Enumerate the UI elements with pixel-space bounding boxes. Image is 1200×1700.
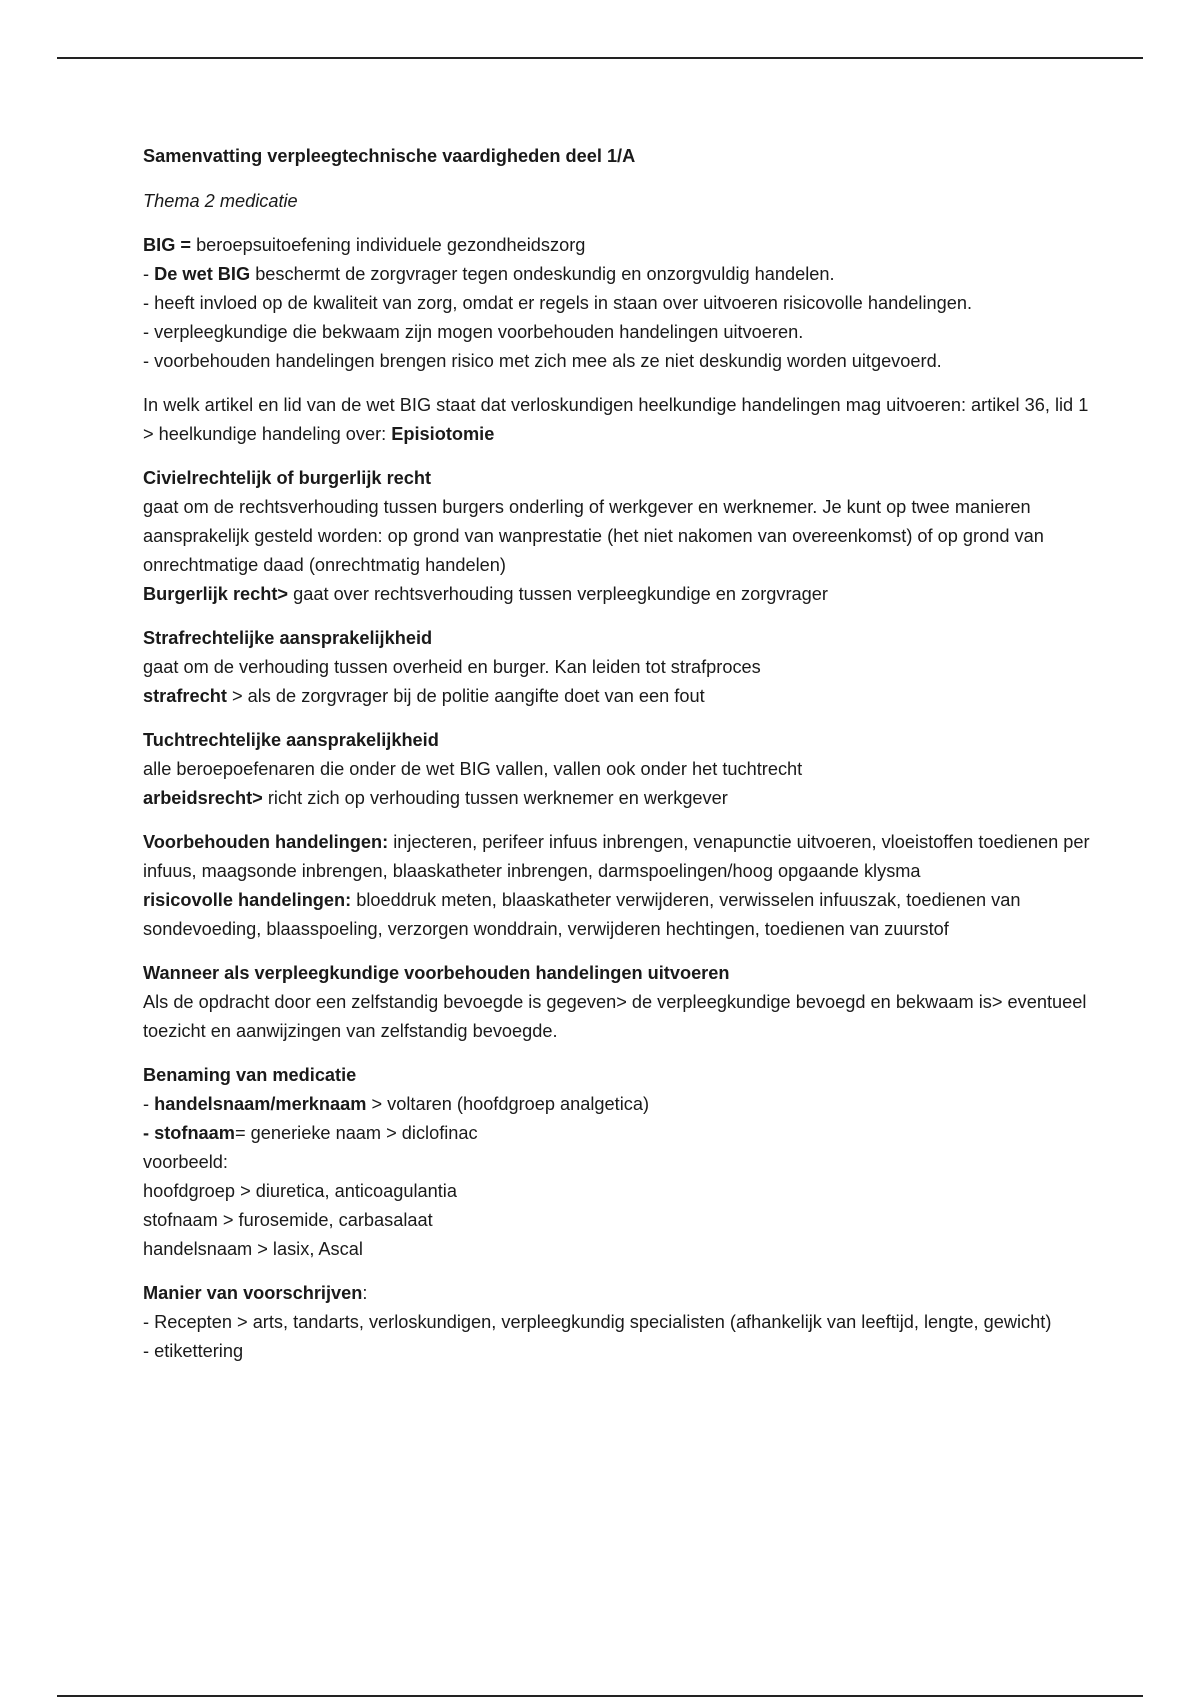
tucht-heading-line [143, 726, 1103, 755]
voorschrijven-section [143, 1279, 1103, 1366]
straf-bold: strafrecht [143, 686, 227, 706]
voorbehouden-section [143, 828, 1103, 944]
civiel-burgerlijk [143, 580, 1103, 609]
voorschrijven-heading-line [143, 1279, 1103, 1308]
tucht-section [143, 726, 1103, 813]
tucht-line [143, 784, 1103, 813]
benaming-line-1-bold: handelsnaam/merknaam [154, 1094, 367, 1114]
straf-heading-line [143, 624, 1103, 653]
big-line-1-rest: beschermt de zorgvrager tegen ondeskundig en onzorgvuldig handelen. [250, 264, 835, 284]
benaming-heading-line [143, 1061, 1103, 1090]
big-section [143, 231, 1103, 376]
big-line-1 [143, 260, 1103, 289]
benaming-line-1 [143, 1090, 1103, 1119]
benaming-line-2-bold: - stofnaam [143, 1123, 235, 1143]
page-bottom-rule [57, 1695, 1143, 1697]
benaming-line-2 [143, 1119, 1103, 1148]
big-line-1-bold: De wet BIG [154, 264, 251, 284]
civiel-rest: gaat over rechtsverhouding tussen verpleegkundige en zorgvrager [288, 584, 828, 604]
straf-heading: Strafrechtelijke aansprakelijkheid [143, 628, 433, 648]
tucht-rest: richt zich op verhouding tussen werknemer en werkgever [262, 788, 728, 808]
artikel-bold: Episiotomie [391, 424, 495, 444]
wanneer-section [143, 959, 1103, 1046]
straf-rest: > als de zorgvrager bij de politie aangifte doet van een fout [226, 686, 705, 706]
wanneer-heading-line [143, 959, 1103, 988]
voorbehouden-text: injecteren, perifeer infuus inbrengen, venapunctie uitvoeren, vloeistoffen toedienen per infuus, maagsonde inbrengen, blaaskatheter inbrengen, darmspoelingen/hoog opgaande klysma [143, 832, 1090, 881]
civiel-heading-line [143, 464, 1103, 493]
wanneer-text: Als de opdracht door een zelfstandig bevoegde is gegeven> de verpleegkundige bevoegd en bekwaam is> eventueel toezicht en aanwijzingen van zelfstandig bevoegde. [143, 992, 1087, 1041]
document-subtitle: Thema 2 medicatie [143, 191, 298, 211]
big-line-2: - heeft invloed op de kwaliteit van zorg, omdat er regels in staan over uitvoeren risicovolle handelingen. [143, 293, 973, 313]
voorschrijven-line-1: - Recepten > arts, tandarts, verloskundigen, verpleegkundig specialisten (afhankelijk van leeftijd, lengte, gewicht) [143, 1312, 1052, 1332]
risico-text: bloeddruk meten, blaaskatheter verwijderen, verwisselen infuuszak, toedienen van sondevoeding, blaasspoeling, verzorgen wonddrain, verwijderen hechtingen, toedienen van zuurstof [143, 890, 1021, 939]
risico-paragraph [143, 886, 1103, 944]
tucht-heading: Tuchtrechtelijke aansprakelijkheid [143, 730, 439, 750]
civiel-bold: Burgerlijk recht> [143, 584, 289, 604]
voorschrijven-colon: : [362, 1283, 368, 1303]
big-definition [143, 231, 1103, 260]
benaming-line-1-prefix: - [143, 1094, 155, 1114]
benaming-line-3: voorbeeld: [143, 1152, 228, 1172]
civiel-text: gaat om de rechtsverhouding tussen burgers onderling of werkgever en werknemer. Je kunt op twee manieren aansprakelijk gesteld worden: op grond van wanprestatie (het niet nakomen van overeenkomst) of op grond van onrechtmatige daad (onrechtmatig handelen) [143, 497, 1044, 575]
page-top-rule [57, 57, 1143, 59]
risico-bold: risicovolle handelingen: [143, 890, 352, 910]
big-line-1-prefix: - [143, 264, 155, 284]
straf-section [143, 624, 1103, 711]
benaming-line-5: stofnaam > furosemide, carbasalaat [143, 1210, 433, 1230]
document-body [143, 142, 1103, 1381]
straf-line [143, 682, 1103, 711]
civiel-heading: Civielrechtelijk of burgerlijk recht [143, 468, 432, 488]
benaming-section [143, 1061, 1103, 1264]
benaming-heading: Benaming van medicatie [143, 1065, 357, 1085]
wanneer-heading: Wanneer als verpleegkundige voorbehouden handelingen uitvoeren [143, 963, 730, 983]
artikel-paragraph [143, 391, 1103, 449]
benaming-line-6: handelsnaam > lasix, Ascal [143, 1239, 363, 1259]
voorbehouden-paragraph [143, 828, 1103, 886]
voorbehouden-bold: Voorbehouden handelingen: [143, 832, 389, 852]
straf-text: gaat om de verhouding tussen overheid en burger. Kan leiden tot strafproces [143, 657, 761, 677]
big-definition-text: beroepsuitoefening individuele gezondheidszorg [191, 235, 586, 255]
voorschrijven-line-2: - etikettering [143, 1341, 244, 1361]
big-term: BIG = [143, 235, 192, 255]
civiel-section [143, 464, 1103, 609]
big-line-3: - verpleegkundige die bekwaam zijn mogen voorbehouden handelingen uitvoeren. [143, 322, 804, 342]
artikel-section [143, 391, 1103, 449]
benaming-line-4: hoofdgroep > diuretica, anticoagulantia [143, 1181, 457, 1201]
artikel-text: In welk artikel en lid van de wet BIG staat dat verloskundigen heelkundige handelingen mag uitvoeren: artikel 36, lid 1 > heelkundige handeling over: [143, 395, 1089, 444]
tucht-bold: arbeidsrecht> [143, 788, 263, 808]
big-line-4: - voorbehouden handelingen brengen risico met zich mee als ze niet deskundig worden uitgevoerd. [143, 351, 942, 371]
document-title: Samenvatting verpleegtechnische vaardigheden deel 1/A [143, 146, 636, 166]
benaming-line-1-rest: > voltaren (hoofdgroep analgetica) [366, 1094, 650, 1114]
benaming-line-2-rest: = generieke naam > diclofinac [234, 1123, 478, 1143]
tucht-text: alle beroepoefenaren die onder de wet BIG vallen, vallen ook onder het tuchtrecht [143, 759, 803, 779]
voorschrijven-heading: Manier van voorschrijven [143, 1283, 363, 1303]
